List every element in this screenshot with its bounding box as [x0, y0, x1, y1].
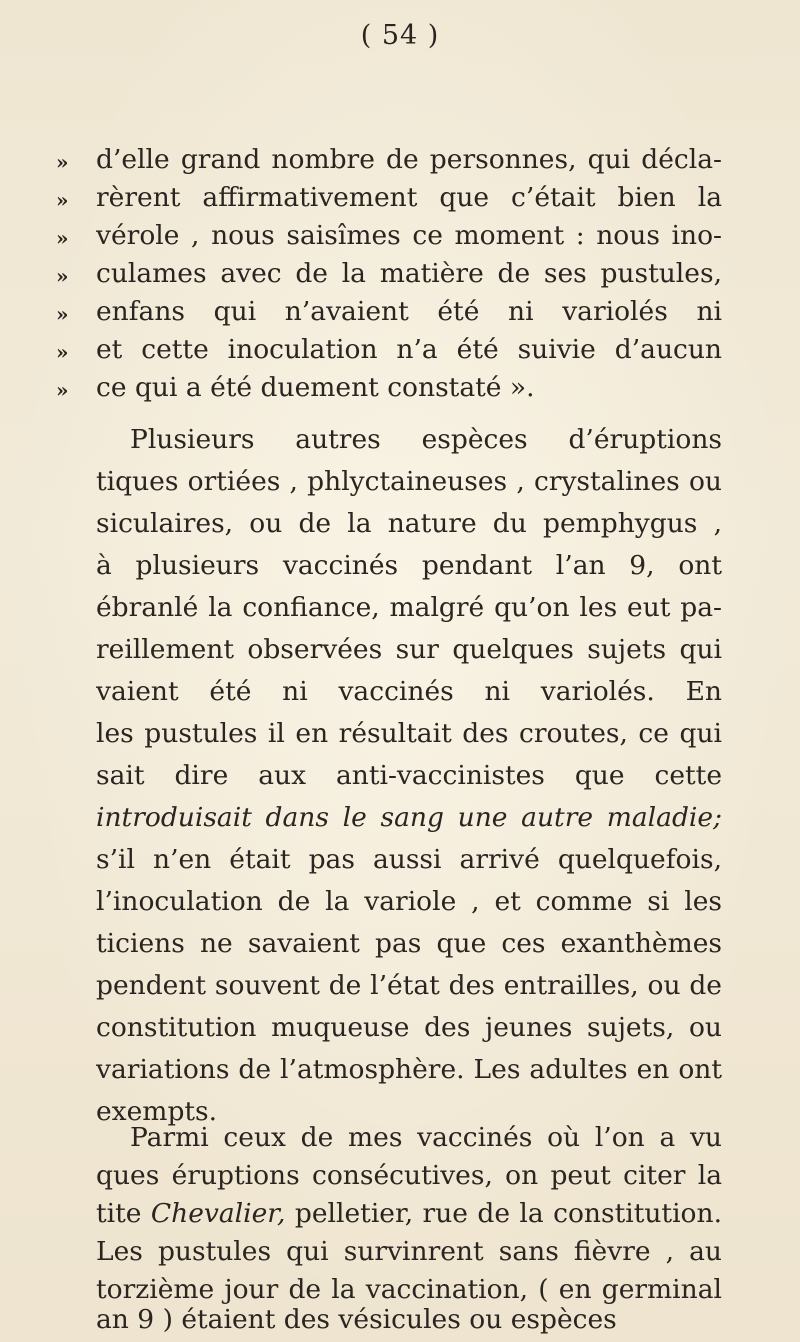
paragraph-line [96, 1194, 722, 1234]
paragraph-line: s’il n’en était pas aussi arrivé quelquefois, [96, 844, 722, 875]
quote-mark: » [56, 302, 69, 326]
quote-mark: » [56, 340, 69, 364]
paragraph-line: vaient été ni vaccinés ni variolés. En [96, 676, 722, 707]
paragraph-line: reillement observées sur quelques sujets qui [96, 634, 722, 665]
italic-name: Chevalier, [150, 1198, 286, 1229]
paragraph-line: ques éruptions consécutives, on peut citer la [96, 1160, 722, 1191]
paragraph-line: ticiens ne savaient pas que ces exanthèmes [96, 928, 722, 959]
paragraph-line: siculaires, ou de la nature du pemphygus , [96, 508, 722, 539]
paragraph-line: les pustules il en résultait des croutes, ce qui [96, 718, 722, 749]
paragraph-line: an 9 ) étaient des vésicules ou espèces [96, 1304, 617, 1335]
paragraph-line: Plusieurs autres espèces d’éruptions [130, 424, 722, 455]
italic-phrase: introduisait dans le sang une autre maladie; [96, 802, 722, 833]
paragraph-line: à plusieurs vaccinés pendant l’an 9, ont [96, 550, 722, 581]
paragraph-line: sait dire aux anti-vaccinistes que cette [96, 760, 722, 791]
paragraph-line: Parmi ceux de mes vaccinés où l’on a vu [130, 1122, 722, 1153]
quote-mark: » [56, 188, 69, 212]
page-number: ( 54 ) [360, 20, 440, 51]
quote-line: et cette inoculation n’a été suivie d’aucun [96, 334, 722, 365]
quote-mark: » [56, 264, 69, 288]
quote-line: d’elle grand nombre de personnes, qui décla- [96, 144, 722, 175]
line-start: tite [96, 1198, 151, 1229]
paragraph-line: Les pustules qui survinrent sans fièvre , au [96, 1236, 722, 1267]
paragraph-line: pendent souvent de l’état des entrailles, ou de [96, 970, 722, 1001]
paragraph-line: exempts. [96, 1096, 218, 1127]
paragraph-line: variations de l’atmosphère. Les adultes en ont [96, 1054, 722, 1085]
quote-mark: » [56, 226, 69, 250]
line-end: pelletier, rue de la constitution. [285, 1198, 722, 1229]
quote-line: vérole , nous saisîmes ce moment : nous ino- [96, 220, 722, 251]
paragraph-line: tiques ortiées , phlyctaineuses , crystalines ou [96, 466, 722, 497]
paragraph-line [96, 798, 722, 838]
quote-mark: » [56, 378, 69, 402]
quote-line: enfans qui n’avaient été ni variolés ni [96, 296, 722, 327]
quote-line: ce qui a été duement constaté ». [96, 372, 535, 403]
paragraph-line: constitution muqueuse des jeunes sujets, ou [96, 1012, 722, 1043]
quote-line: rèrent affirmativement que c’était bien la [96, 182, 722, 213]
paragraph-line: torzième jour de la vaccination, ( en germinal [96, 1274, 722, 1305]
quote-line: culames avec de la matière de ses pustules, [96, 258, 722, 289]
quote-mark: » [56, 150, 69, 174]
paragraph-line: ébranlé la confiance, malgré qu’on les eut pa- [96, 592, 722, 623]
paragraph-line: l’inoculation de la variole , et comme si les [96, 886, 722, 917]
